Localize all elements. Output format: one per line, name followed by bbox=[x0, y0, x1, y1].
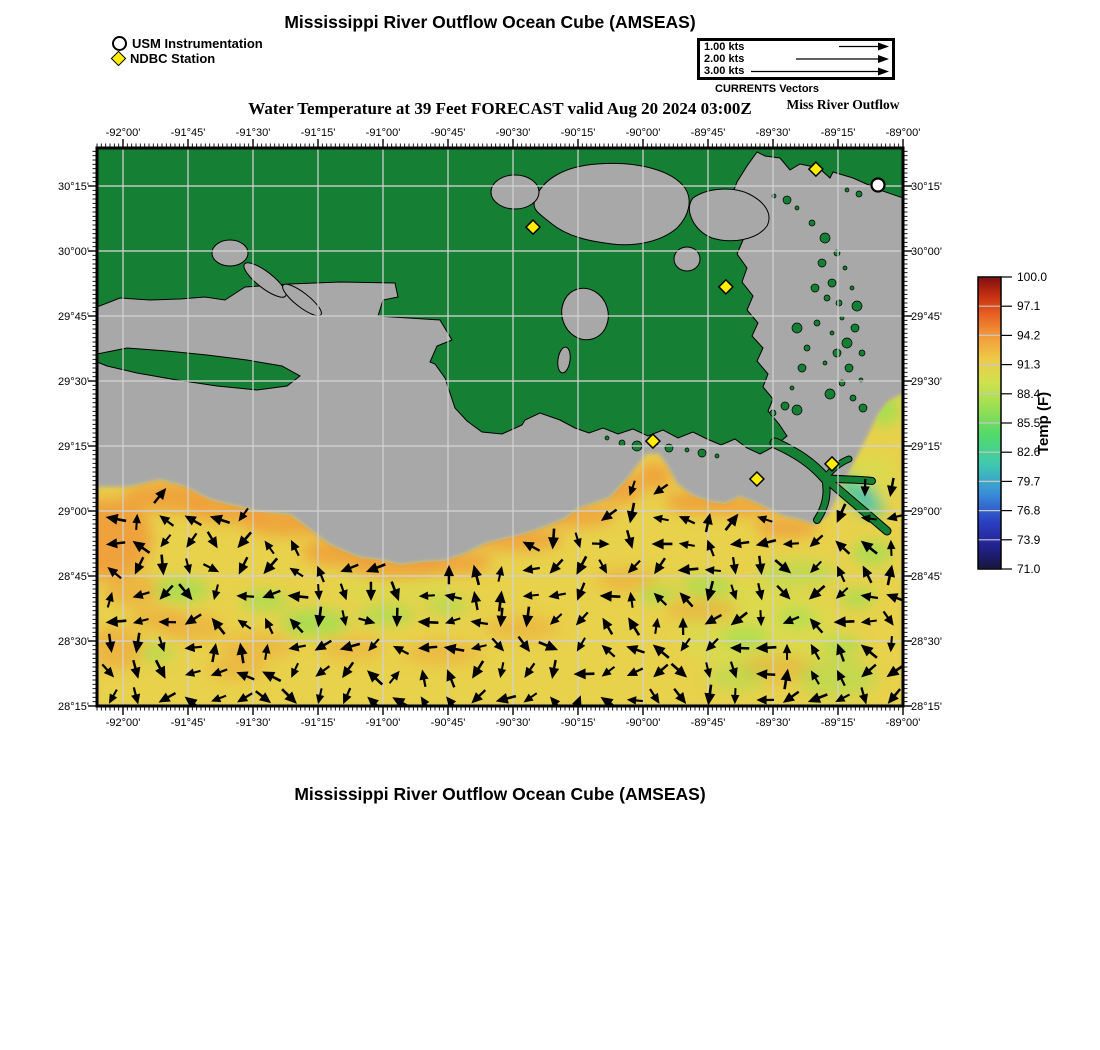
svg-text:-91°30': -91°30' bbox=[235, 717, 271, 729]
region-label: Miss River Outflow bbox=[786, 97, 900, 112]
colorbar-tick-label: 100.0 bbox=[1017, 270, 1048, 284]
svg-text:30°15': 30°15' bbox=[58, 181, 89, 194]
svg-text:-91°00': -91°00' bbox=[365, 127, 401, 139]
svg-text:29°15': 29°15' bbox=[911, 441, 942, 454]
kts-3-label: 3.00 kts bbox=[704, 64, 745, 77]
svg-text:-89°30': -89°30' bbox=[755, 717, 791, 729]
svg-text:-92°00': -92°00' bbox=[105, 717, 141, 729]
kts-1-label: 1.00 kts bbox=[704, 40, 745, 53]
svg-text:-91°45': -91°45' bbox=[170, 127, 206, 139]
svg-text:-90°45': -90°45' bbox=[430, 127, 466, 139]
svg-text:29°45': 29°45' bbox=[911, 311, 942, 324]
svg-text:-89°45': -89°45' bbox=[690, 717, 726, 729]
colorbar-tick-label: 97.1 bbox=[1017, 299, 1041, 314]
svg-text:29°00': 29°00' bbox=[911, 506, 942, 519]
svg-text:-91°45': -91°45' bbox=[170, 717, 206, 729]
main-title: Mississippi River Outflow Ocean Cube (AMSEAS) bbox=[284, 12, 696, 32]
svg-text:28°30': 28°30' bbox=[58, 636, 89, 649]
svg-text:28°15': 28°15' bbox=[58, 701, 89, 713]
svg-text:-89°15': -89°15' bbox=[820, 717, 856, 729]
svg-text:-89°15': -89°15' bbox=[820, 127, 856, 139]
svg-text:-90°30': -90°30' bbox=[495, 127, 531, 139]
svg-text:-89°00': -89°00' bbox=[885, 717, 921, 729]
svg-text:-90°15': -90°15' bbox=[560, 127, 596, 139]
kts-2-label: 2.00 kts bbox=[704, 52, 745, 65]
colorbar bbox=[978, 270, 1052, 576]
colorbar-tick-label: 76.8 bbox=[1017, 503, 1041, 518]
legend-usm-row bbox=[112, 36, 263, 51]
colorbar-tick-label: 91.3 bbox=[1017, 357, 1041, 372]
svg-text:28°45': 28°45' bbox=[911, 571, 942, 584]
svg-text:28°30': 28°30' bbox=[911, 636, 942, 649]
svg-text:30°00': 30°00' bbox=[58, 246, 89, 259]
colorbar-tick-label: 85.5 bbox=[1017, 416, 1041, 430]
svg-text:-90°00': -90°00' bbox=[625, 127, 661, 139]
svg-text:30°00': 30°00' bbox=[911, 246, 942, 259]
svg-text:-90°15': -90°15' bbox=[560, 717, 596, 729]
svg-text:29°30': 29°30' bbox=[58, 376, 89, 389]
ndbc-diamond-icon bbox=[111, 51, 127, 67]
usm-station-marker bbox=[872, 179, 885, 192]
svg-text:-91°00': -91°00' bbox=[365, 717, 401, 729]
currents-vector-legend-box bbox=[697, 38, 895, 80]
svg-text:-89°00': -89°00' bbox=[885, 127, 921, 139]
colorbar-tick-label: 73.9 bbox=[1017, 532, 1041, 547]
svg-text:29°45': 29°45' bbox=[58, 311, 89, 324]
svg-text:-89°30': -89°30' bbox=[755, 127, 791, 139]
svg-text:30°15': 30°15' bbox=[911, 181, 942, 194]
usm-circle-icon bbox=[112, 36, 127, 51]
station-legend bbox=[112, 36, 263, 66]
svg-text:29°15': 29°15' bbox=[58, 441, 89, 454]
legend-usm-label: USM Instrumentation bbox=[132, 36, 263, 51]
svg-text:-90°00': -90°00' bbox=[625, 717, 661, 729]
colorbar-tick-label: 79.7 bbox=[1017, 474, 1041, 489]
colorbar-tick-label: 82.6 bbox=[1017, 445, 1041, 460]
forecast-subtitle: Water Temperature at 39 Feet FORECAST valid Aug 20 2024 03:00Z bbox=[248, 99, 752, 118]
colorbar-tick-label: 88.4 bbox=[1017, 386, 1041, 401]
currents-vector-caption: CURRENTS Vectors bbox=[715, 83, 819, 95]
svg-text:28°45': 28°45' bbox=[58, 571, 89, 584]
svg-text:-90°30': -90°30' bbox=[495, 717, 531, 729]
colorbar-tick-label: 71.0 bbox=[1017, 562, 1041, 576]
svg-text:-91°15': -91°15' bbox=[300, 717, 336, 729]
footer-title: Mississippi River Outflow Ocean Cube (AMSEAS) bbox=[294, 784, 706, 804]
svg-text:-91°30': -91°30' bbox=[235, 127, 271, 139]
svg-text:29°30': 29°30' bbox=[911, 376, 942, 389]
colorbar-tick-label: 94.2 bbox=[1017, 328, 1041, 343]
colorbar-title: Temp (F) bbox=[1035, 391, 1052, 455]
svg-text:-91°15': -91°15' bbox=[300, 127, 336, 139]
svg-text:29°00': 29°00' bbox=[58, 506, 89, 519]
legend-ndbc-label: NDBC Station bbox=[130, 51, 216, 66]
svg-text:-89°45': -89°45' bbox=[690, 127, 726, 139]
legend-ndbc-row bbox=[112, 51, 263, 66]
svg-text:-90°45': -90°45' bbox=[430, 717, 466, 729]
svg-text:28°15': 28°15' bbox=[911, 701, 942, 713]
svg-text:-92°00': -92°00' bbox=[105, 127, 141, 139]
